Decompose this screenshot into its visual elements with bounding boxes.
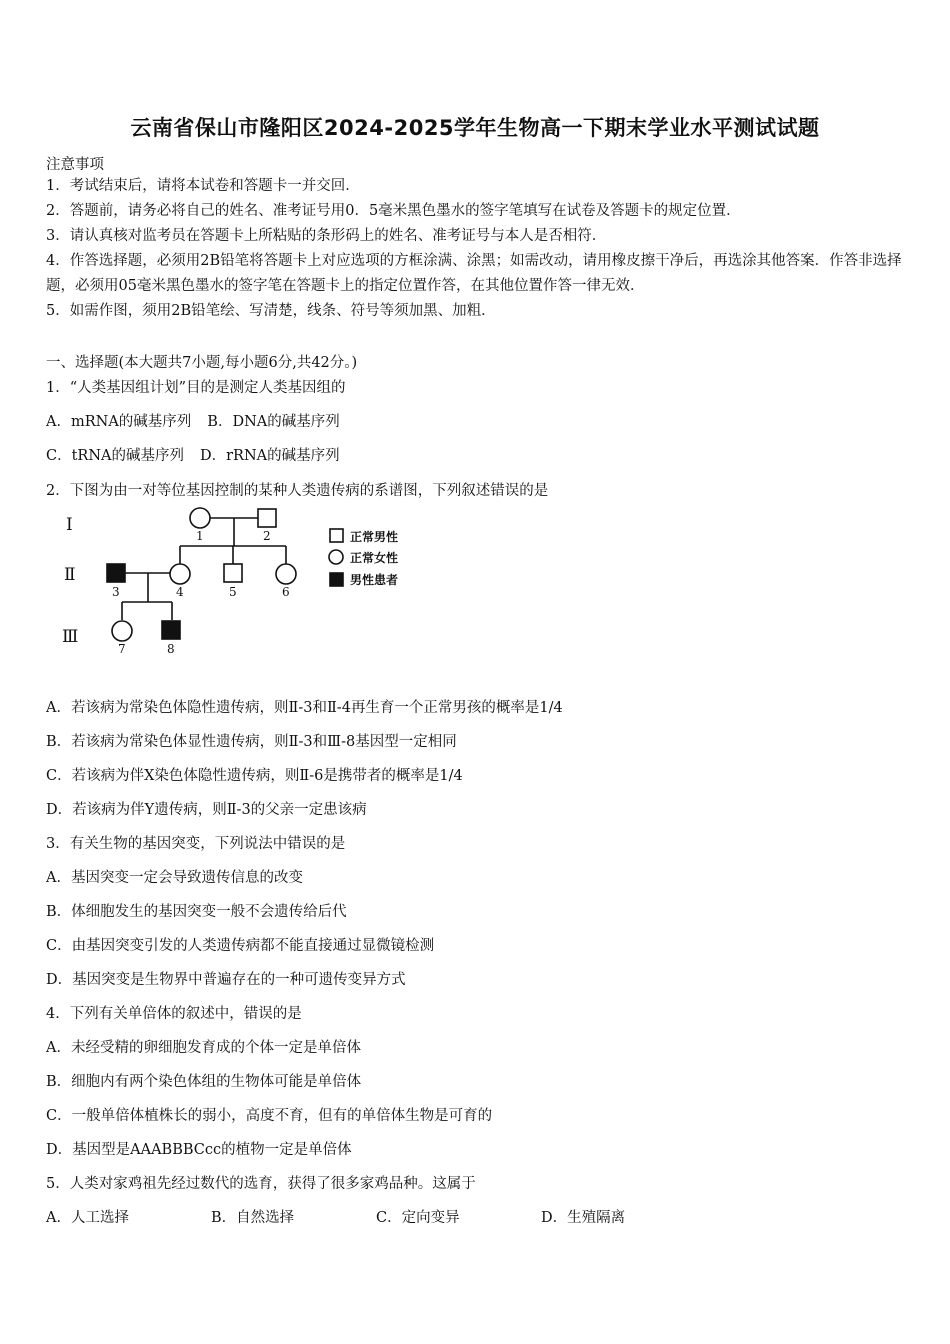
individual-label-4: 4 xyxy=(176,585,184,599)
individual-4 xyxy=(170,564,190,584)
q5-option-d: D．生殖隔离 xyxy=(541,1210,626,1226)
q3-option-a: A．基因突变一定会导致遗传信息的改变 xyxy=(46,870,303,886)
q4-option-a: A．未经受精的卵细胞发育成的个体一定是单倍体 xyxy=(46,1040,361,1056)
individual-label-5: 5 xyxy=(229,585,237,599)
q1-option-c: C．tRNA的碱基序列 xyxy=(46,448,184,464)
q5-option-a: A．人工选择 xyxy=(46,1210,129,1226)
q4-option-c: C．一般单倍体植株长的弱小，高度不育，但有的单倍体生物是可育的 xyxy=(46,1108,493,1124)
q2-option-c: C．若该病为伴X染色体隐性遗传病，则Ⅱ-6是携带者的概率是1/4 xyxy=(46,768,463,784)
q4-option-b: B．细胞内有两个染色体组的生物体可能是单倍体 xyxy=(46,1074,362,1090)
individual-1 xyxy=(190,508,210,528)
q3-option-c: C．由基因突变引发的人类遗传病都不能直接通过显微镜检测 xyxy=(46,938,435,954)
page-title: 云南省保山市隆阳区2024-2025学年生物高一下期末学业水平测试试题 xyxy=(130,116,820,140)
pedigree-diagram xyxy=(56,502,426,662)
q2-option-d: D．若该病为伴Y遗传病，则Ⅱ-3的父亲一定患该病 xyxy=(46,802,367,818)
individual-label-3: 3 xyxy=(112,585,120,599)
legend-normal-male-icon xyxy=(330,529,343,542)
q1-option-d: D．rRNA的碱基序列 xyxy=(200,448,340,464)
q2-option-b: B．若该病为常染色体显性遗传病，则Ⅱ-3和Ⅲ-8基因型一定相同 xyxy=(46,734,457,750)
q4-stem: 4．下列有关单倍体的叙述中，错误的是 xyxy=(46,1006,302,1022)
q1-option-a: A．mRNA的碱基序列 xyxy=(46,414,192,430)
notice-item-2: 2．答题前，请务必将自己的姓名、准考证号用0．5毫米黑色墨水的签字笔填写在试卷及答题卡的规定位置． xyxy=(46,203,741,219)
individual-label-2: 2 xyxy=(263,529,271,543)
notice-heading: 注意事项 xyxy=(46,157,104,173)
legend-normal-female: 正常女性 xyxy=(350,551,399,565)
q4-option-d: D．基因型是AAABBBCcc的植物一定是单倍体 xyxy=(46,1142,352,1158)
individual-label-1: 1 xyxy=(196,529,204,543)
individual-label-8: 8 xyxy=(167,642,175,656)
generation-label-I: Ⅰ xyxy=(66,515,73,535)
q1-option-b: B．DNA的碱基序列 xyxy=(207,414,340,430)
generation-label-III: Ⅲ xyxy=(62,627,79,647)
q2-option-a: A．若该病为常染色体隐性遗传病，则Ⅱ-3和Ⅱ-4再生育一个正常男孩的概率是1/4 xyxy=(46,700,563,716)
q2-stem: 2．下图为由一对等位基因控制的某种人类遗传病的系谱图，下列叙述错误的是 xyxy=(46,483,549,499)
q1-stem: 1．“人类基因组计划”目的是测定人类基因组的 xyxy=(46,380,346,396)
q3-option-b: B．体细胞发生的基因突变一般不会遗传给后代 xyxy=(46,904,347,920)
legend-normal-female-icon xyxy=(329,550,343,564)
individual-2 xyxy=(258,509,276,527)
notice-item-5: 5．如需作图，须用2B铅笔绘、写清楚，线条、符号等须加黑、加粗． xyxy=(46,303,496,319)
notice-item-4: 4．作答选择题，必须用2B铅笔将答题卡上对应选项的方框涂满、涂黑；如需改动，请用橡皮擦干净后，再选涂其他答案．作答非选择题，必须用05毫米黑色墨水的签字笔在答题卡上的指定位置作答，在其他位置作答一律无效． xyxy=(46,253,902,294)
q5-option-b: B．自然选择 xyxy=(211,1210,295,1226)
q5-stem: 5．人类对家鸡祖先经过数代的选育，获得了很多家鸡品种。这属于 xyxy=(46,1176,476,1192)
q3-option-d: D．基因突变是生物界中普遍存在的一种可遗传变异方式 xyxy=(46,972,406,988)
individual-6 xyxy=(276,564,296,584)
q5-option-c: C．定向变异 xyxy=(376,1210,460,1226)
individual-3 xyxy=(107,564,125,582)
individual-7 xyxy=(112,621,132,641)
individual-8 xyxy=(162,621,180,639)
individual-label-7: 7 xyxy=(118,642,126,656)
q3-stem: 3．有关生物的基因突变，下列说法中错误的是 xyxy=(46,836,346,852)
section-heading: 一、选择题(本大题共7小题,每小题6分,共42分。) xyxy=(46,355,358,371)
legend-normal-male: 正常男性 xyxy=(350,530,399,544)
generation-label-II: Ⅱ xyxy=(64,565,76,585)
individual-label-6: 6 xyxy=(282,585,290,599)
legend-affected-male: 男性患者 xyxy=(350,573,399,587)
notice-item-3: 3．请认真核对监考员在答题卡上所粘贴的条形码上的姓名、准考证号与本人是否相符． xyxy=(46,228,607,244)
notice-item-1: 1．考试结束后，请将本试卷和答题卡一并交回． xyxy=(46,178,360,194)
individual-5 xyxy=(224,564,242,582)
legend-affected-male-icon xyxy=(330,573,343,586)
